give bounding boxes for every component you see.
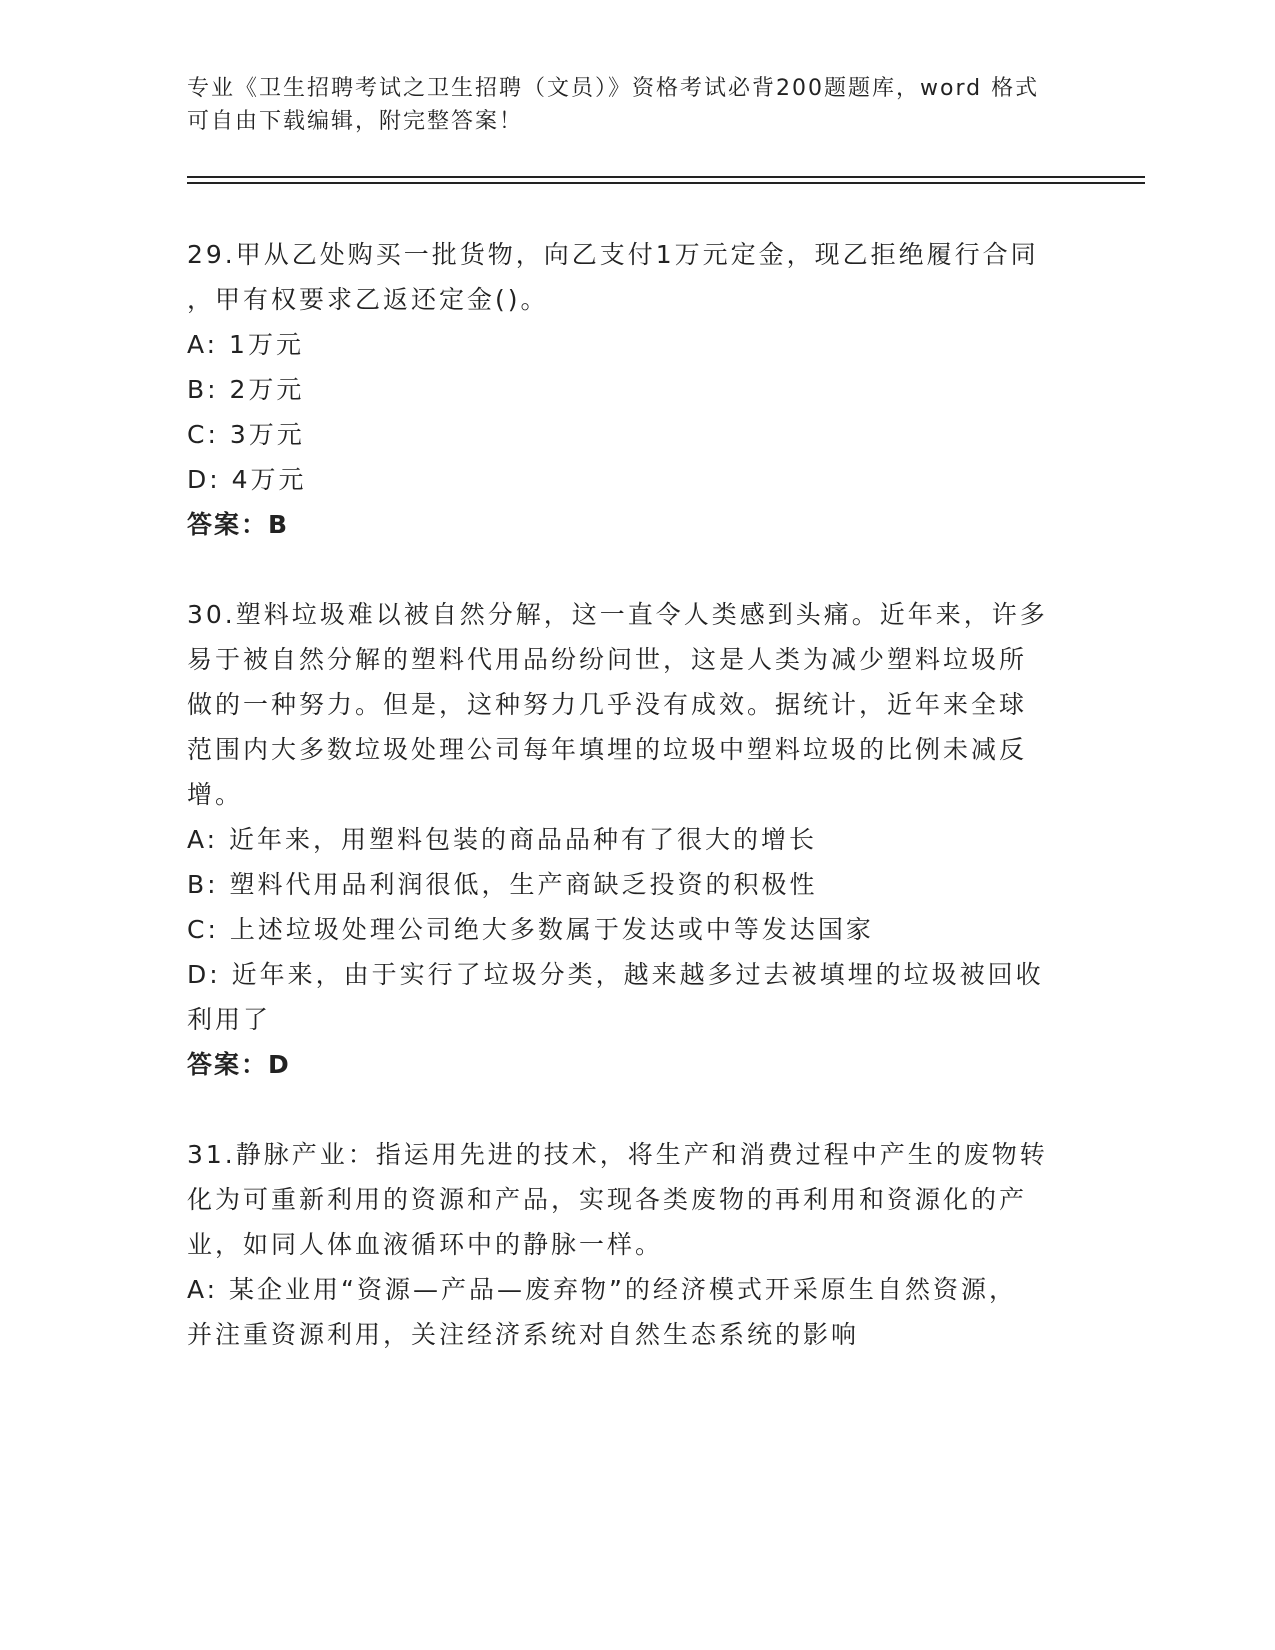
option-a: A: 近年来，用塑料包装的商品品种有了很大的增长 bbox=[187, 825, 818, 854]
question-gap bbox=[187, 547, 1067, 592]
question-stem-line: 30.塑料垃圾难以被自然分解，这一直令人类感到头痛。近年来，许多 bbox=[187, 600, 1048, 629]
header-rule-bottom bbox=[187, 182, 1145, 184]
question-stem-line: 做的一种努力。但是，这种努力几乎没有成效。据统计，近年来全球 bbox=[187, 690, 1028, 719]
question-list bbox=[187, 232, 1067, 1357]
option-b: B: 塑料代用品利润很低，生产商缺乏投资的积极性 bbox=[187, 870, 818, 899]
option-a: A: 某企业用“资源—产品—废弃物”的经济模式开采原生自然资源， bbox=[187, 1275, 1017, 1304]
question-stem-line: 31.静脉产业：指运用先进的技术，将生产和消费过程中产生的废物转 bbox=[187, 1140, 1048, 1169]
option-d: D: 4万元 bbox=[187, 465, 307, 494]
question-stem-line: 范围内大多数垃圾处理公司每年填埋的垃圾中塑料垃圾的比例未减反 bbox=[187, 735, 1028, 764]
option-d-continued: 利用了 bbox=[187, 1005, 272, 1034]
question-30 bbox=[187, 592, 1067, 1087]
question-stem-line: 29.甲从乙处购买一批货物，向乙支付1万元定金，现乙拒绝履行合同 bbox=[187, 240, 1039, 269]
question-29 bbox=[187, 232, 1067, 547]
option-a: A: 1万元 bbox=[187, 330, 304, 359]
answer: 答案：B bbox=[187, 510, 290, 539]
question-stem-line: 易于被自然分解的塑料代用品纷纷问世，这是人类为减少塑料垃圾所 bbox=[187, 645, 1028, 674]
option-b: B: 2万元 bbox=[187, 375, 305, 404]
option-c: C: 3万元 bbox=[187, 420, 305, 449]
document-header bbox=[187, 72, 1067, 138]
option-a-continued: 并注重资源利用，关注经济系统对自然生态系统的影响 bbox=[187, 1320, 860, 1349]
question-gap bbox=[187, 1087, 1067, 1132]
answer: 答案：D bbox=[187, 1050, 291, 1079]
question-stem-line: 业，如同人体血液循环中的静脉一样。 bbox=[187, 1230, 664, 1259]
option-c: C: 上述垃圾处理公司绝大多数属于发达或中等发达国家 bbox=[187, 915, 874, 944]
header-line-1: 专业《卫生招聘考试之卫生招聘（文员）》资格考试必背200题题库，word 格式 bbox=[187, 76, 1040, 101]
header-line-2: 可自由下载编辑，附完整答案！ bbox=[187, 109, 524, 134]
question-stem-line: 增。 bbox=[187, 780, 244, 809]
question-31 bbox=[187, 1132, 1067, 1357]
header-rule-top bbox=[187, 176, 1145, 178]
option-d: D: 近年来，由于实行了垃圾分类，越来越多过去被填埋的垃圾被回收 bbox=[187, 960, 1044, 989]
question-stem-line: ，甲有权要求乙返还定金()。 bbox=[187, 285, 549, 314]
question-stem-line: 化为可重新利用的资源和产品，实现各类废物的再利用和资源化的产 bbox=[187, 1185, 1028, 1214]
